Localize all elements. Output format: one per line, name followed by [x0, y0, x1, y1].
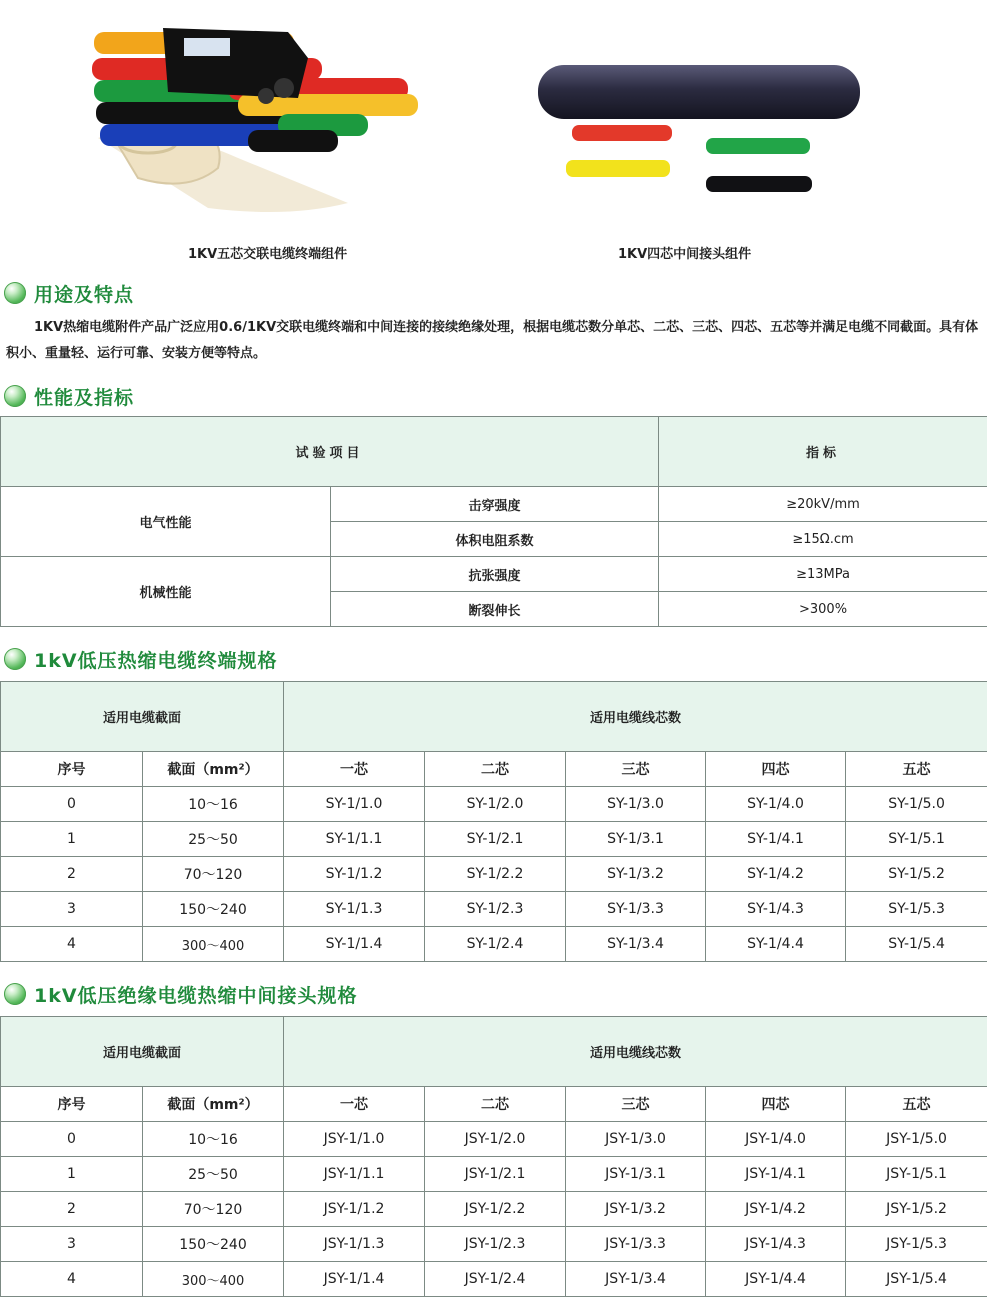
joint-kit-photo [530, 55, 870, 205]
terminal-kit-photo [88, 18, 428, 218]
table-row: 体积电阻系数 ≥15Ω.cm [1, 522, 987, 557]
section-terminal-spec-title: 1kV低压热缩电缆终端规格 [4, 646, 278, 672]
table-row: 4 300～400 SY-1/1.4 SY-1/2.4 SY-1/3.4 SY-1/4.4 SY-1/5.4 [1, 927, 987, 962]
section-usage-title: 用途及特点 [4, 280, 134, 306]
table-row: 0 10～16 SY-1/1.0 SY-1/2.0 SY-1/3.0 SY-1/4.0 SY-1/5.0 [1, 787, 987, 822]
section-performance-title: 性能及指标 [4, 383, 134, 409]
green-bullet-icon [4, 648, 26, 670]
joint-spec-table: 适用电缆截面 适用电缆线芯数 序号 截面（mm²） 一芯 二芯 三芯 四芯 五芯 0 10～16 JSY-1/1.0 JSY-1/2.0 JSY-1/3.0 JSY-1/4.0 JSY-1/5.0 1 25～50 JSY-1/1.1 JSY-1/2.1 JSY-1/3.1 JSY-1/4.1 JSY-1/5.1 2 70～120 JSY-1/1.2 JSY-1/2.2 JSY-1/3.2 JSY-1/4.2 JSY-1/5.2 3 150～240 JSY-1/1.3 JSY-1/2.3 JSY-1/3.3 JSY-1/4.3 JSY-1/5.3 4 300～400 JSY-1/1.4 JSY-1/2.4 JSY-1/3.4 JSY-1/4.4 JSY-1/5.4 [0, 1016, 987, 1297]
photo-caption-joint: 1KV四芯中间接头组件 [618, 247, 752, 262]
usage-description: 1KV热缩电缆附件产品广泛应用0.6/1KV交联电缆终端和中间连接的接续绝缘处理，根据电缆芯数分单芯、二芯、三芯、四芯、五芯等并满足电缆不同截面。具有体积小、重量轻、运行可靠、安装方便等特点。 [6, 320, 979, 361]
table-row: 1 25～50 JSY-1/1.1 JSY-1/2.1 JSY-1/3.1 JSY-1/4.1 JSY-1/5.1 [1, 1157, 987, 1192]
table-row: 3 150～240 JSY-1/1.3 JSY-1/2.3 JSY-1/3.3 JSY-1/4.3 JSY-1/5.3 [1, 1227, 987, 1262]
table-row: 电气性能 击穿强度 ≥20kV/mm [1, 487, 987, 522]
table-row: 3 150～240 SY-1/1.3 SY-1/2.3 SY-1/3.3 SY-1/4.3 SY-1/5.3 [1, 892, 987, 927]
table-row: 机械性能 抗张强度 ≥13MPa [1, 557, 987, 592]
section-joint-spec-title: 1kV低压绝缘电缆热缩中间接头规格 [4, 981, 358, 1007]
header-test-item: 试验项目 [1, 417, 659, 487]
photo-caption-terminal: 1KV五芯交联电缆终端组件 [188, 247, 348, 262]
header-index: 指标 [659, 417, 987, 487]
table-row: 4 300～400 JSY-1/1.4 JSY-1/2.4 JSY-1/3.4 JSY-1/4.4 JSY-1/5.4 [1, 1262, 987, 1297]
terminal-spec-table: 适用电缆截面 适用电缆线芯数 序号 截面（mm²） 一芯 二芯 三芯 四芯 五芯 0 10～16 SY-1/1.0 SY-1/2.0 SY-1/3.0 SY-1/4.0 SY-1/5.0 1 25～50 SY-1/1.1 SY-1/2.1 SY-1/3.1 SY-1/4.1 SY-1/5.1 2 70～120 SY-1/1.2 SY-1/2.2 SY-1/3.2 SY-1/4.2 SY-1/5.2 3 150～240 SY-1/1.3 SY-1/2.3 SY-1/3.3 SY-1/4.3 SY-1/5.3 4 300～400 SY-1/1.4 SY-1/2.4 SY-1/3.4 SY-1/4.4 SY-1/5.4 [0, 681, 987, 962]
performance-table [0, 416, 987, 627]
group-electrical: 电气性能 [1, 487, 331, 557]
green-bullet-icon [4, 983, 26, 1005]
table-row: 断裂伸长 >300% [1, 592, 987, 627]
table-row: 0 10～16 JSY-1/1.0 JSY-1/2.0 JSY-1/3.0 JSY-1/4.0 JSY-1/5.0 [1, 1122, 987, 1157]
table-row: 1 25～50 SY-1/1.1 SY-1/2.1 SY-1/3.1 SY-1/4.1 SY-1/5.1 [1, 822, 987, 857]
table-row: 2 70～120 JSY-1/1.2 JSY-1/2.2 JSY-1/3.2 JSY-1/4.2 JSY-1/5.2 [1, 1192, 987, 1227]
green-bullet-icon [4, 385, 26, 407]
green-bullet-icon [4, 282, 26, 304]
table-row: 2 70～120 SY-1/1.2 SY-1/2.2 SY-1/3.2 SY-1/4.2 SY-1/5.2 [1, 857, 987, 892]
group-mechanical: 机械性能 [1, 557, 331, 627]
